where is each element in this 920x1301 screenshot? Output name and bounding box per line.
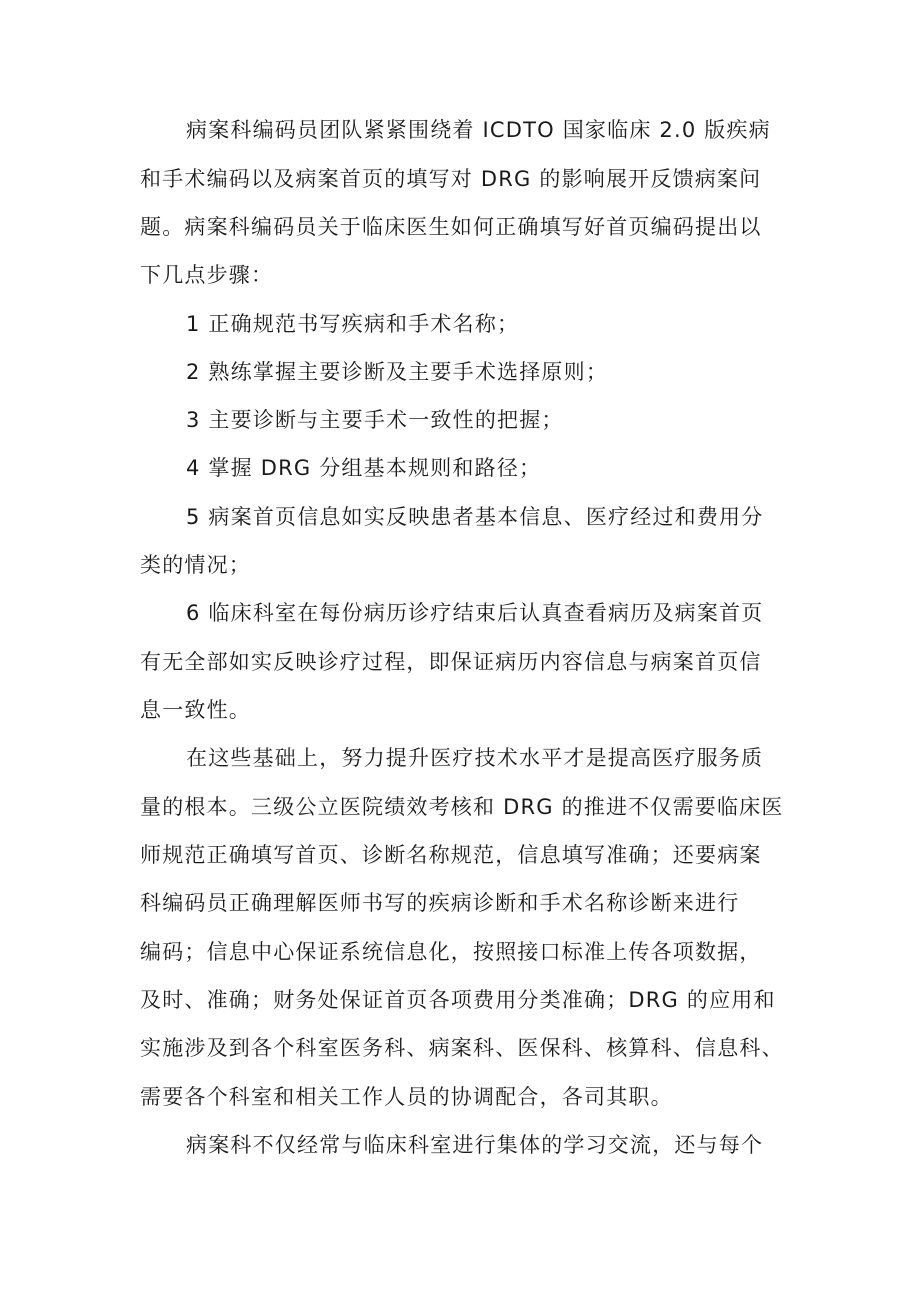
step-4: 4 掌握 DRG 分组基本规则和路径； [186,456,542,480]
paragraph-2-line-7: 实施涉及到各个科室医务科、病案科、医保科、核算科、信息科、 [140,1036,784,1060]
paragraph-2-line-8: 需要各个科室和相关工作人员的协调配合，各司其职。 [140,1085,673,1109]
paragraph-1-line-3: 题。病案科编码员关于临床医生如何正确填写好首页编码提出以 [140,215,762,239]
step-3: 3 主要诊断与主要手术一致性的把握； [186,408,564,432]
paragraph-1-line-4: 下几点步骤： [140,263,274,287]
paragraph-1-line-2: 和手术编码以及病案首页的填写对 DRG 的影响展开反馈病案问 [140,167,762,191]
paragraph-2-line-4: 科编码员正确理解医师书写的疾病诊断和手术名称诊断来进行 [140,891,740,915]
step-6-line-3: 息一致性。 [140,698,251,722]
paragraph-3-line-1: 病案科不仅经常与临床科室进行集体的学习交流，还与每个 [186,1133,764,1157]
step-5-line-2: 类的情况； [140,553,251,577]
step-6-line-2: 有无全部如实反映诊疗过程，即保证病历内容信息与病案首页信 [140,650,762,674]
step-5-line-1: 5 病案首页信息如实反映患者基本信息、医疗经过和费用分 [186,505,764,529]
paragraph-2-line-6: 及时、准确；财务处保证首页各项费用分类准确；DRG 的应用和 [140,988,776,1012]
paragraph-2-line-5: 编码；信息中心保证系统信息化，按照接口标准上传各项数据， [140,940,762,964]
step-6-line-1: 6 临床科室在每份病历诊疗结束后认真查看病历及病案首页 [186,601,764,625]
paragraph-2-line-1: 在这些基础上，努力提升医疗技术水平才是提高医疗服务质 [186,746,764,770]
paragraph-2-line-3: 师规范正确填写首页、诊断名称规范，信息填写准确；还要病案 [140,843,762,867]
paragraph-1-line-1: 病案科编码员团队紧紧围绕着 ICDTO 国家临床 2.0 版疾病 [186,118,771,142]
step-1: 1 正确规范书写疾病和手术名称； [186,312,520,336]
step-2: 2 熟练掌握主要诊断及主要手术选择原则； [186,360,609,384]
paragraph-2-line-2: 量的根本。三级公立医院绩效考核和 DRG 的推进不仅需要临床医 [140,795,784,819]
